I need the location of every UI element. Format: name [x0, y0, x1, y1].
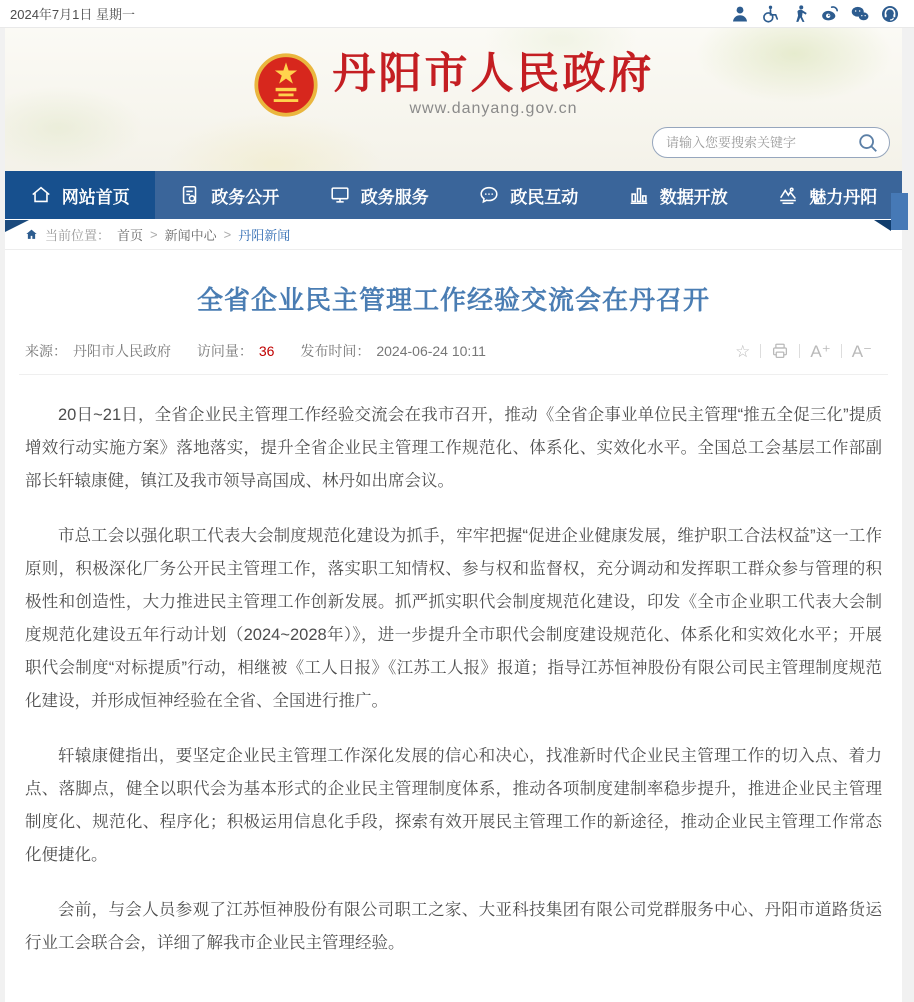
service-icon[interactable] [879, 3, 900, 24]
article-paragraph: 会前，与会人员参观了江苏恒神股份有限公司职工之家、大亚科技集团有限公司党群服务中心、丹阳市道路货运行业工会联合会，详细了解我市企业民主管理经验。 [25, 901, 882, 952]
nav-label: 政务服务 [360, 187, 429, 207]
views-label: 访问量： [196, 343, 253, 359]
site-url: www.danyang.gov.cn [409, 100, 578, 118]
bar-chart-icon [628, 184, 650, 206]
article-body [19, 375, 888, 960]
search-box[interactable] [652, 127, 890, 158]
article-paragraph: 20日~21日，全省企业民主管理工作经验交流会在我市召开，推动《全省企事业单位民主管理“推五全促三化”提质增效行动实施方案》落地落实，提升全省企业民主管理工作规范化、体系化、实效化水平。全国总工会基层工作部副部长轩辕康健，镇江及我市领导高国成、林丹如出席会议。 [25, 406, 882, 490]
user-icon[interactable] [729, 3, 750, 24]
content-shell [5, 28, 902, 1002]
article-meta-row [19, 341, 888, 375]
topbar-icon-group [729, 3, 904, 24]
source-value: 丹阳市人民政府 [73, 343, 171, 359]
weibo-icon[interactable] [819, 3, 840, 24]
site-title-block [333, 52, 655, 118]
monitor-icon [329, 184, 351, 206]
nav-item-gov-services[interactable] [304, 171, 454, 219]
breadcrumb-separator: > [150, 226, 158, 242]
nav-label: 魅力丹阳 [809, 187, 878, 207]
article-title: 全省企业民主管理工作经验交流会在丹召开 [196, 285, 710, 315]
font-larger-button[interactable]: A⁺ [810, 341, 831, 361]
accessibility-icon[interactable] [759, 3, 780, 24]
current-date: 2024年7月1日 星期一 [10, 7, 135, 22]
views-value: 36 [258, 343, 275, 359]
document-icon [179, 184, 201, 206]
main-nav [5, 171, 902, 219]
article-panel [5, 250, 902, 1002]
nav-right-ribbon [891, 193, 908, 230]
article-paragraph: 轩辕康健指出，要坚定企业民主管理工作深化发展的信心和决心，找准新时代企业民主管理工作的切入点、着力点、落脚点，健全以职代会为基本形式的企业民主管理制度体系，推动各项制度建制率稳步提升，推进企业民主管理制度化、规范化、程序化；积极运用信息化手段，探索有效开展民主管理工作的新途径，推动企业民主管理工作常态化便捷化。 [25, 747, 882, 864]
breadcrumb-item-news-center[interactable]: 新闻中心 [164, 227, 217, 243]
search-button[interactable] [857, 132, 879, 154]
home-icon [30, 184, 52, 206]
breadcrumb-home-icon [25, 228, 38, 241]
print-button[interactable] [761, 342, 799, 360]
nav-item-charming-danyang[interactable] [753, 171, 903, 219]
wechat-icon[interactable] [849, 3, 870, 24]
national-emblem-icon [253, 52, 319, 118]
search-input[interactable] [666, 135, 857, 150]
favorite-button[interactable]: ☆ [735, 341, 751, 361]
nav-item-home[interactable] [5, 171, 155, 219]
nav-item-interaction[interactable] [454, 171, 604, 219]
scenery-icon [777, 184, 799, 206]
nav-label: 数据开放 [659, 187, 728, 207]
font-smaller-button[interactable]: A⁻ [851, 341, 872, 361]
nav-label: 网站首页 [61, 187, 130, 207]
article-meta [25, 341, 492, 361]
breadcrumb-item-danyang-news[interactable]: 丹阳新闻 [238, 227, 291, 243]
breadcrumb-label: 当前位置： [45, 227, 111, 243]
elderly-mode-icon[interactable] [789, 3, 810, 24]
nav-label: 政务公开 [211, 187, 280, 207]
search-icon [857, 132, 879, 154]
breadcrumb [5, 219, 902, 250]
print-icon [771, 342, 789, 360]
article-tools [725, 342, 882, 360]
publish-time-value: 2024-06-24 10:11 [376, 343, 486, 359]
nav-item-gov-info[interactable] [155, 171, 305, 219]
top-utility-bar [0, 0, 914, 28]
site-logo[interactable] [5, 28, 902, 118]
chat-icon [478, 184, 500, 206]
site-header [5, 28, 902, 171]
breadcrumb-item-home[interactable]: 首页 [117, 227, 144, 243]
nav-item-open-data[interactable] [603, 171, 753, 219]
breadcrumb-separator: > [223, 226, 232, 242]
article-paragraph: 市总工会以强化职工代表大会制度规范化建设为抓手，牢牢把握“促进企业健康发展，维护职工合法权益”这一工作原则，积极深化厂务公开民主管理工作，落实职工知情权、参与权和监督权，充分调动和发挥职工群众参与管理的积极性和创造性，大力推进民主管理工作创新发展。抓严抓实职代会制度规范化建设，印发《全市企业职工代表大会制度规范化建设五年行动计划（2024~2028年）》，进一步提升全市职代会制度建设规范化、体系化和实效化水平；开展职代会制度“对标提质”行动，相继被《工人日报》《江苏工人报》报道；指导江苏恒神股份有限公司民主管理制度规范化建设，并形成恒神经验在全省、全国进行推广。 [25, 527, 882, 710]
publish-time-label: 发布时间： [300, 343, 371, 359]
nav-label: 政民互动 [510, 187, 579, 207]
source-label: 来源： [25, 343, 67, 359]
site-name: 丹阳市人民政府 [332, 50, 655, 98]
